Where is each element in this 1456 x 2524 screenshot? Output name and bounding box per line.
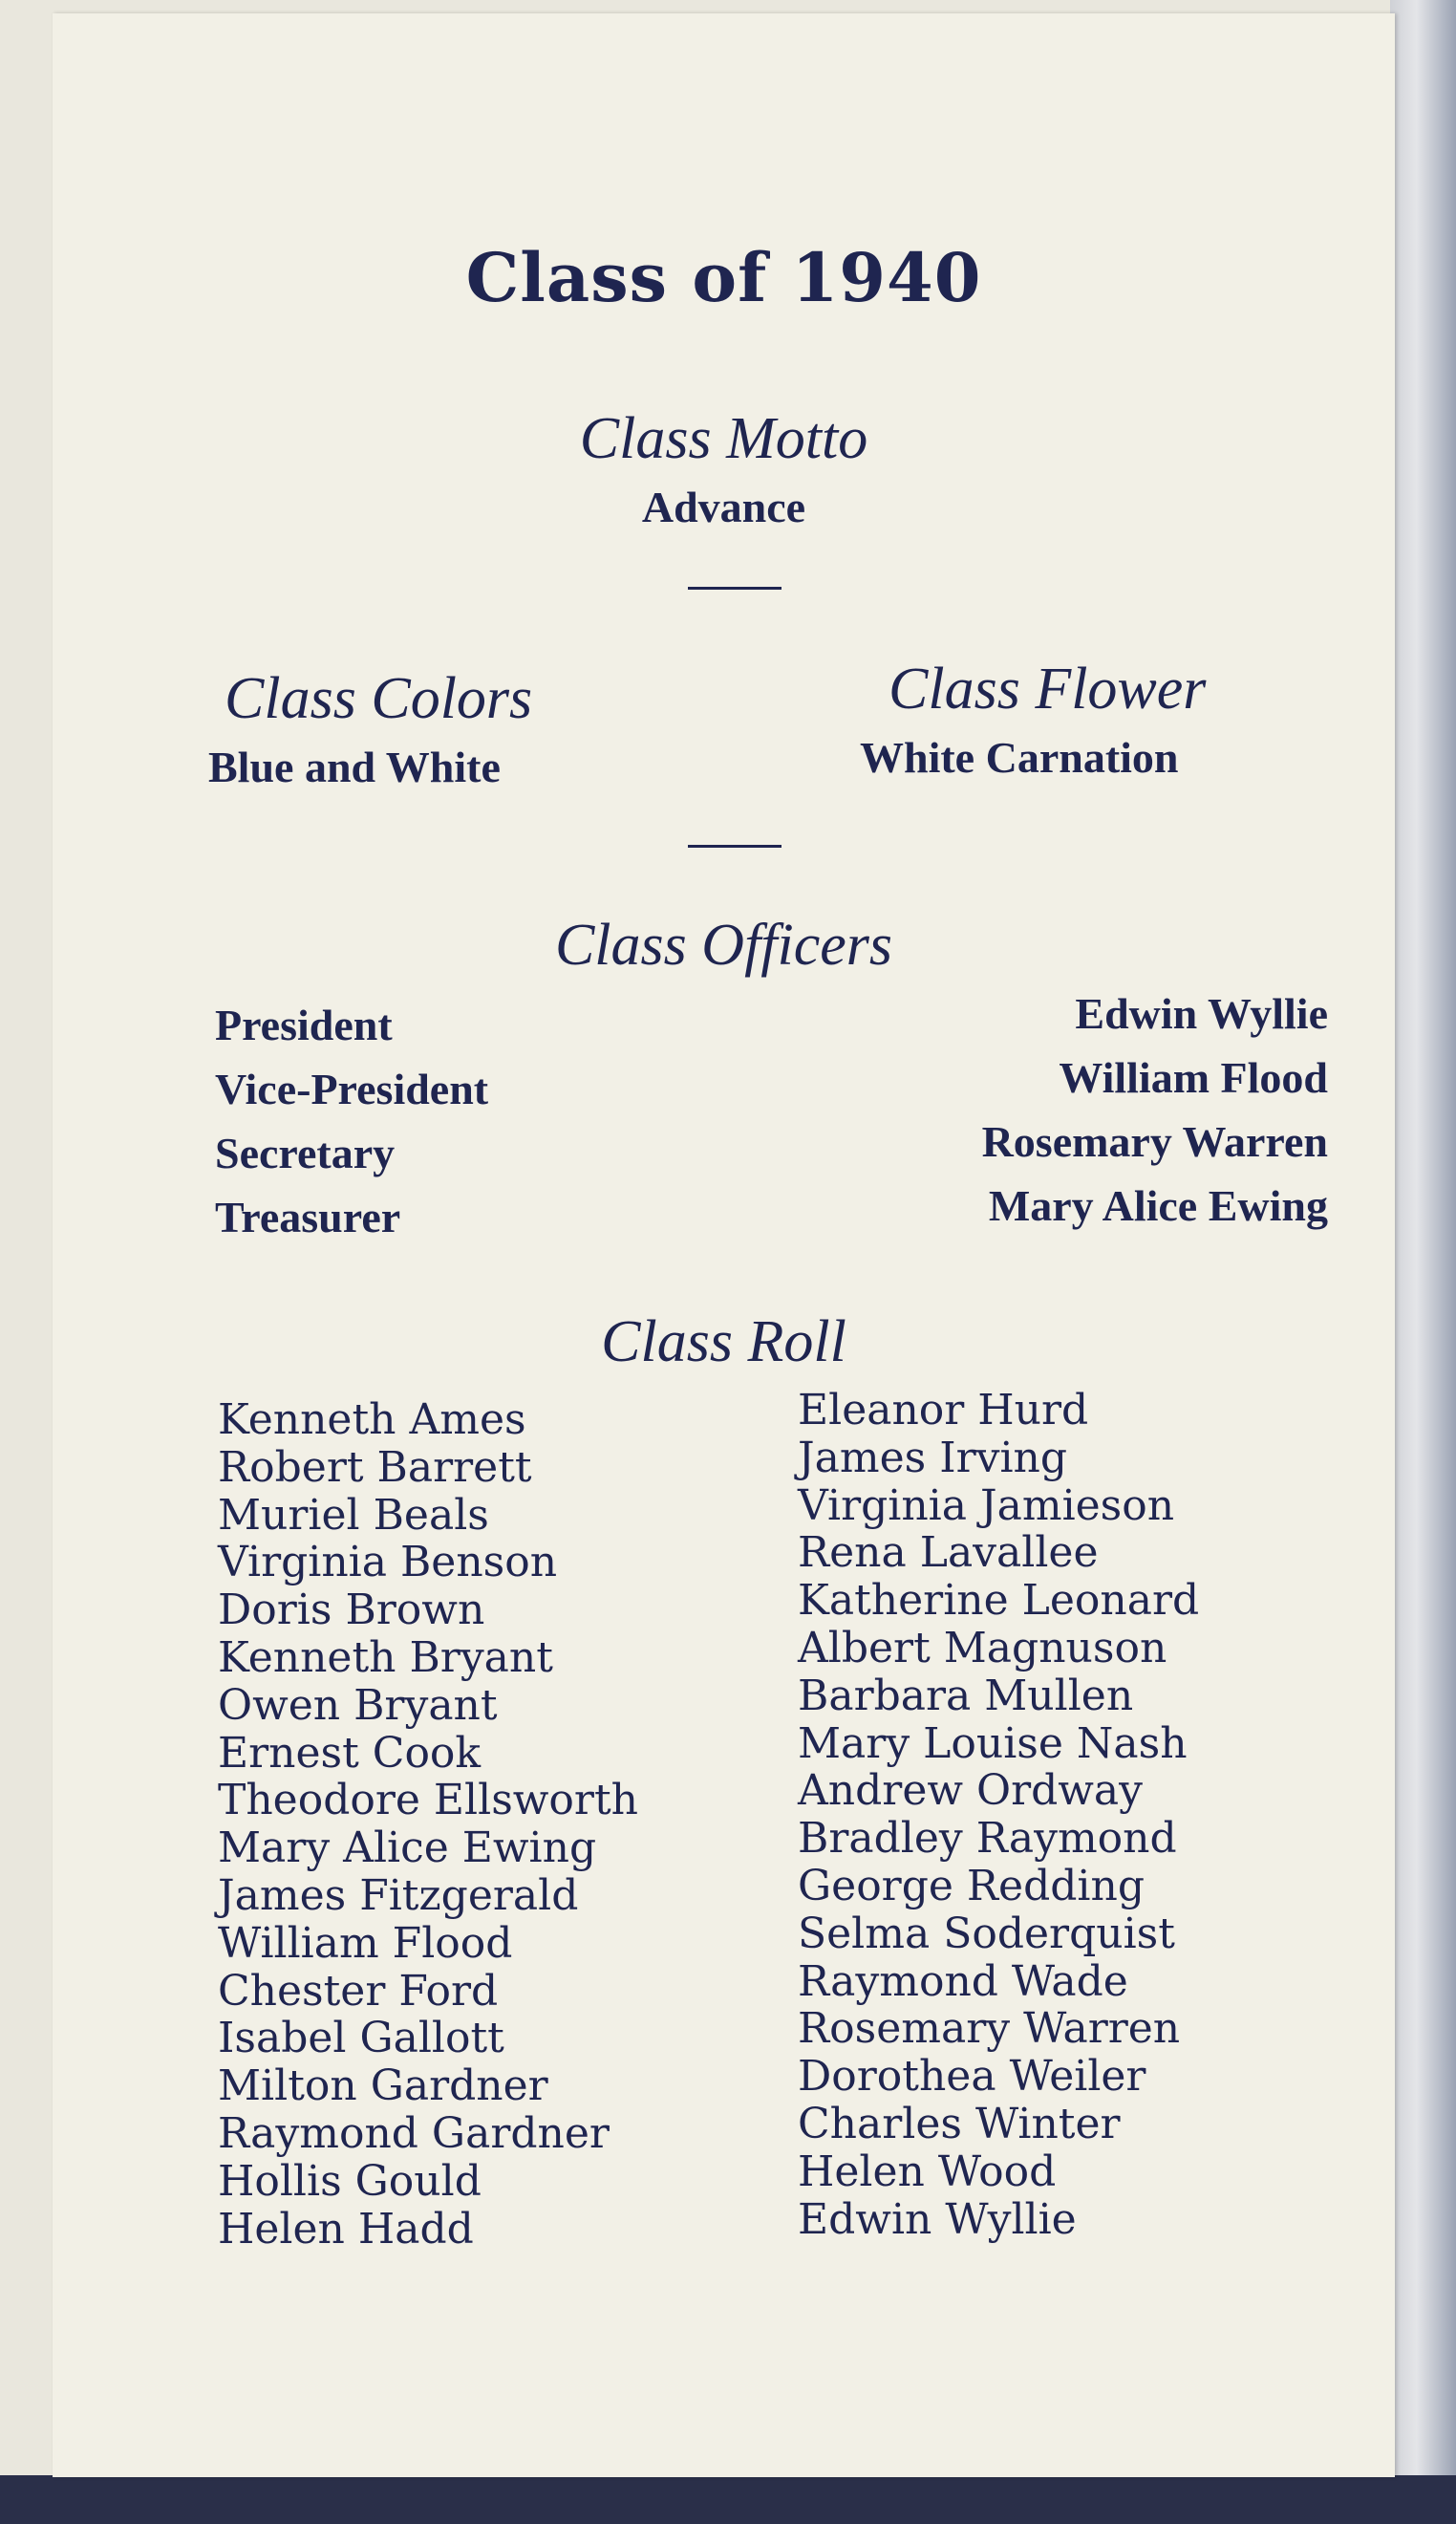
officer-name: Edwin Wyllie (1075, 989, 1328, 1038)
roll-name: Edwin Wyllie (798, 2194, 1077, 2244)
roll-name: George Redding (798, 1861, 1145, 1910)
roll-name: Katherine Leonard (798, 1576, 1200, 1626)
program-card (53, 13, 1395, 2477)
roll-name: Owen Bryant (218, 1680, 498, 1730)
roll-name: Rena Lavallee (798, 1528, 1099, 1578)
roll-name: Robert Barrett (218, 1442, 532, 1492)
divider-2 (688, 845, 782, 848)
flower-heading: Class Flower (889, 657, 1207, 722)
roll-name: William Flood (218, 1918, 513, 1968)
roll-name: Kenneth Bryant (218, 1632, 553, 1682)
roll-name: Theodore Ellsworth (218, 1776, 638, 1825)
roll-name: Milton Gardner (218, 2061, 548, 2111)
colors-value: Blue and White (208, 743, 501, 791)
roll-name: James Irving (798, 1433, 1068, 1482)
roll-name: Doris Brown (218, 1586, 485, 1635)
roll-list-right (798, 1387, 1199, 2243)
roll-name: Isabel Gallott (218, 2014, 504, 2063)
officer-role: President (215, 1001, 393, 1049)
officers-heading: Class Officers (554, 913, 893, 978)
folder-edge-right (1390, 0, 1456, 2524)
roll-name: Raymond Gardner (218, 2108, 610, 2158)
roll-name: Bradley Raymond (798, 1814, 1177, 1864)
roll-name: Muriel Beals (218, 1490, 489, 1540)
roll-name: Chester Ford (218, 1966, 499, 2016)
roll-name: Andrew Ordway (798, 1766, 1144, 1816)
roll-list-left (218, 1396, 638, 2253)
officer-name: Mary Alice Ewing (988, 1181, 1328, 1230)
roll-name: Mary Louise Nash (798, 1718, 1188, 1768)
motto-heading: Class Motto (579, 406, 868, 471)
roll-name: Rosemary Warren (798, 2004, 1181, 2054)
roll-name: Selma Soderquist (798, 1909, 1175, 1958)
flower-value: White Carnation (860, 733, 1179, 782)
roll-name: Hollis Gould (218, 2156, 482, 2206)
roll-name: Dorothea Weiler (798, 2052, 1146, 2102)
roll-name: Virginia Benson (218, 1538, 558, 1587)
roll-name: James Fitzgerald (218, 1870, 579, 1920)
roll-name: Kenneth Ames (218, 1395, 526, 1444)
roll-name: Ernest Cook (218, 1728, 482, 1778)
motto-value: Advance (641, 483, 806, 531)
officer-name: William Flood (1059, 1053, 1328, 1102)
officer-names (817, 982, 1328, 1238)
colors-heading: Class Colors (225, 666, 533, 731)
roll-name: Virginia Jamieson (798, 1480, 1175, 1530)
officer-role: Treasurer (215, 1193, 401, 1241)
roll-name: Helen Wood (798, 2146, 1057, 2196)
officer-role: Secretary (215, 1129, 396, 1177)
roll-heading: Class Roll (601, 1309, 846, 1374)
roll-name: Mary Alice Ewing (218, 1823, 597, 1873)
roll-name: Charles Winter (798, 2099, 1121, 2148)
officer-roles (215, 993, 488, 1249)
roll-name: Raymond Wade (798, 1956, 1128, 2006)
roll-name: Eleanor Hurd (798, 1386, 1089, 1435)
roll-name: Albert Magnuson (798, 1623, 1167, 1672)
divider-1 (688, 587, 782, 590)
officer-name: Rosemary Warren (981, 1117, 1328, 1166)
roll-name: Helen Hadd (218, 2204, 474, 2254)
roll-name: Barbara Mullen (798, 1671, 1134, 1720)
folder-edge-bottom (0, 2475, 1456, 2524)
page-title: Class of 1940 (465, 238, 982, 317)
officer-role: Vice-President (215, 1065, 489, 1113)
